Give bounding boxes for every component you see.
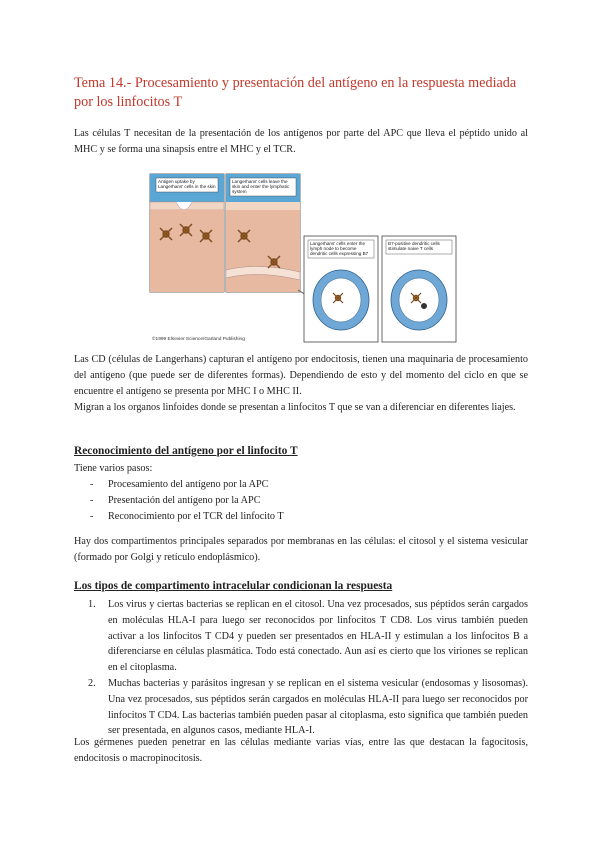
page-title: Tema 14.- Procesamiento y presentación del antígeno en la respuesta mediada por los linfocitos T	[74, 75, 517, 110]
compartments-paragraph: Hay dos compartimentos principales separados por membranas en las células: el citosol y el sistema vesicular (formado por Golgi y retículo endoplásmico).	[74, 536, 528, 563]
list-item	[88, 676, 528, 739]
panel-2-label: Langerhans' cells leave the skin and enter the lymphatic system	[232, 179, 290, 194]
cd-paragraph: Las CD (células de Langerhans) capturan el antígeno por endocitosis, tienen una maquinaria de procesamiento del antígeno (que puede ser de diferentes formas). Dependiendo de esto y del momento del ciclo en que se encuentre el antígeno se presenta por MHC I o MHC II.	[74, 354, 528, 397]
panel-3-label: Langerhans' cells enter the lymph node to become dendritic cells expressing B7	[310, 241, 369, 256]
panel-4-label: B7-positive dendritic cells stimulate naive T cells	[388, 241, 440, 251]
panel-1-label: Antigen uptake by Langerhans' cells in the skin	[158, 179, 216, 189]
antigen-presentation-figure	[148, 172, 458, 344]
list-item-text: Los virus y ciertas bacterias se replican en el citosol. Una vez procesados, sus péptidos serán cargados en moléculas HLA-I para luego ser reconocidos por linfocitos T CD8. Los virus también pueden activar a los linfocitos T CD4 y pueden ser presentados en HLA-II y estimulan a los linfocitos B a diferenciarse en células plasmática. Todo está conectado. Aun así es cierto que los viriones se replican en el citoplasma.	[108, 599, 528, 674]
figure-panel-1	[150, 174, 224, 292]
figure-panel-3	[304, 236, 378, 342]
figure-panel-2	[226, 174, 300, 292]
steps-list	[90, 477, 510, 525]
section-heading-recognition: Reconocimiento del antígeno por el linfocito T	[74, 445, 298, 457]
list-item: - Reconocimiento por el TCR del linfocito T	[90, 509, 510, 525]
list-number: 2.	[88, 677, 96, 689]
figure-copyright: ©1999 Elsevier Science/Garland Publishing	[152, 337, 245, 342]
list-item: - Presentación del antígeno por la APC	[90, 493, 510, 509]
migration-paragraph: Migran a los organos linfoides donde se presentan a linfocitos T que se van a diferenciar en diferentes liajes.	[74, 402, 516, 413]
final-paragraph: Los gérmenes pueden penetrar en las células mediante varias vías, entre las que destacan la fagocitosis, endocitosis o macropinocitosis.	[74, 737, 528, 764]
steps-intro: Tiene varios pasos:	[74, 463, 153, 474]
figure-panel-4	[382, 236, 456, 342]
numbered-list	[88, 597, 528, 739]
list-number: 1.	[88, 599, 96, 610]
list-item-text: Muchas bacterias y parásitos ingresan y se replican en el sistema vesicular (endosomas y lisosomas). Una vez procesados, sus péptidos serán cargados en moléculas HLA-II para luego ser reconocidos por linfocitos T CD4. Las bacterias también pueden pasar al citoplasma, esto significa que también pueden ser presentada, en algunos casos, mediante HLA-I.	[108, 677, 528, 737]
list-item	[88, 597, 528, 676]
section-heading-compartments: Los tipos de compartimento intracelular condicionan la respuesta	[74, 580, 393, 592]
intro-paragraph: Las células T necesitan de la presentación de los antígenos por parte del APC que lleva el péptido unido al MHC y se forma una sinapsis entre el MHC y el TCR.	[74, 128, 528, 155]
list-item: - Procesamiento del antígeno por la APC	[90, 477, 510, 493]
